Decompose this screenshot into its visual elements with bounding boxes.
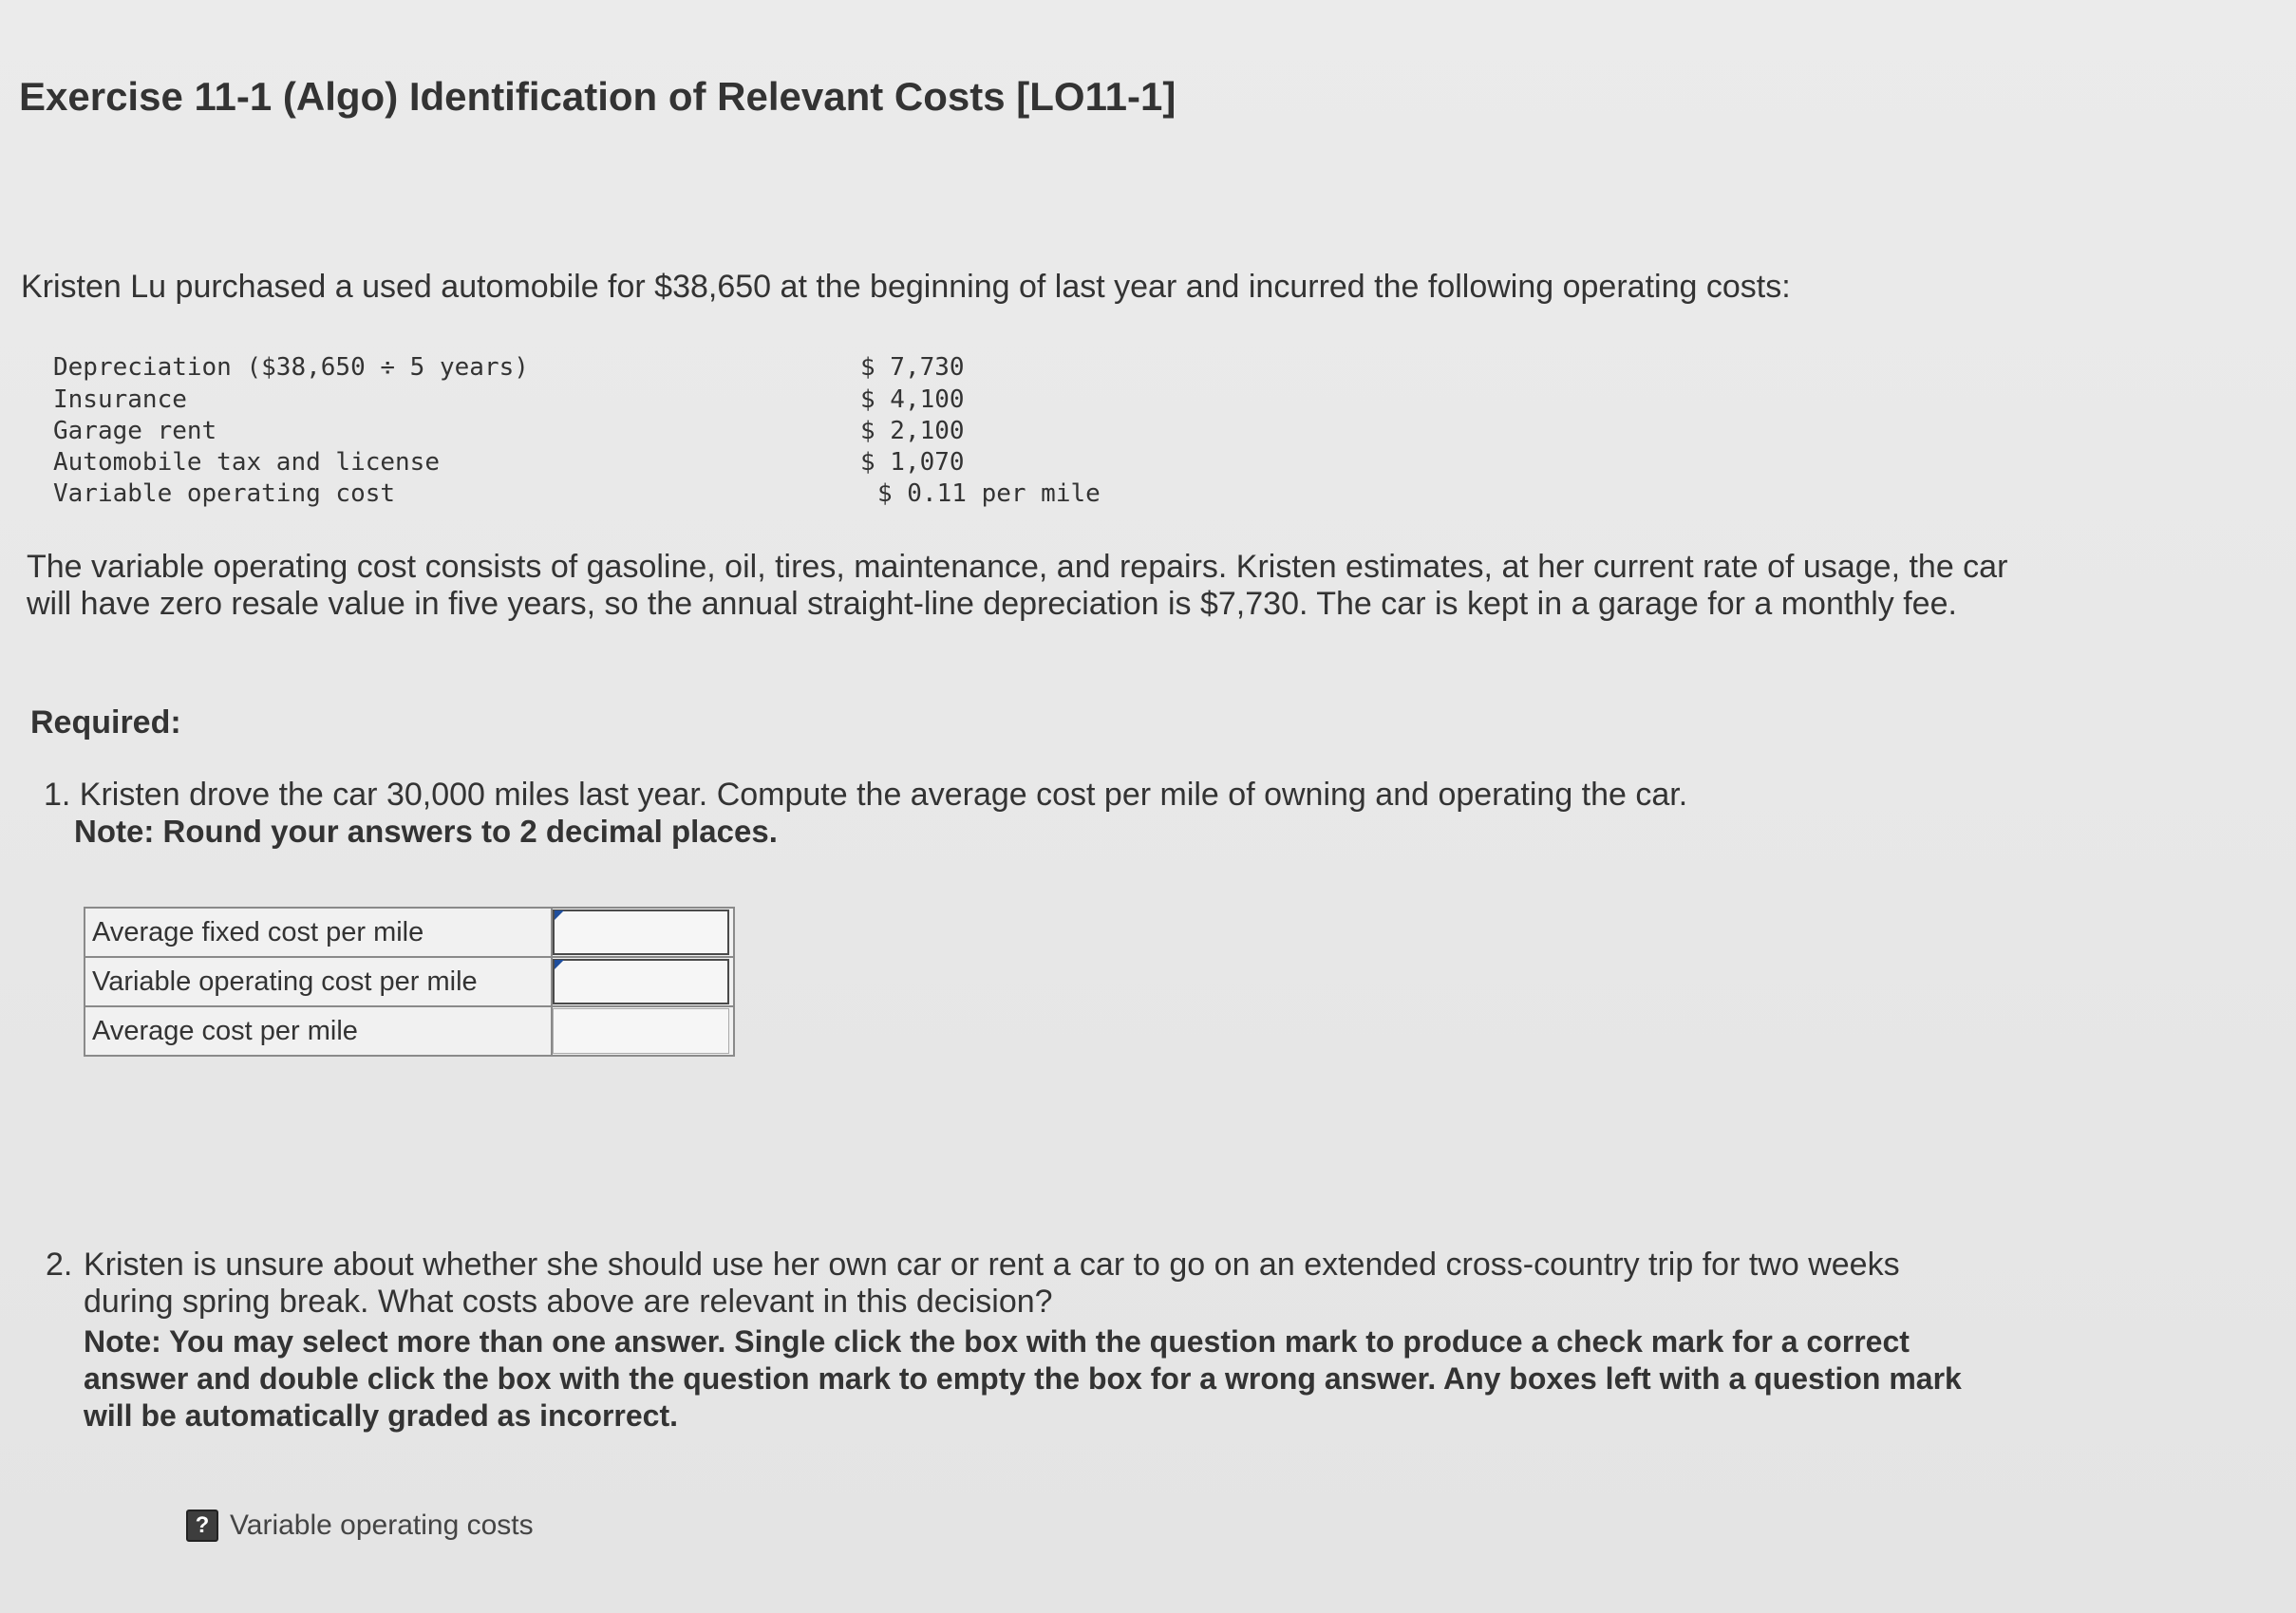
question-2 [46, 1247, 1983, 1321]
cost-value: $ 4,100 [860, 385, 965, 414]
avg-fixed-cost-input[interactable] [553, 910, 729, 955]
option-variable-operating-costs[interactable] [186, 1510, 534, 1542]
answer-cell [552, 1006, 734, 1056]
required-heading: Required: [30, 704, 181, 741]
cost-label: Insurance [53, 385, 187, 414]
cost-label: Garage rent [53, 417, 217, 445]
variable-cost-input[interactable] [553, 959, 729, 1004]
answer-label-avg-cost: Average cost per mile [85, 1006, 552, 1056]
question-2-number: 2. [46, 1247, 73, 1283]
exercise-title: Exercise 11-1 (Algo) Identification of Relevant Costs [LO11-1] [19, 74, 1176, 119]
cost-value: $ 1,070 [860, 448, 965, 477]
table-row [85, 957, 734, 1006]
answer-table [84, 907, 735, 1057]
question-2-note: Note: You may select more than one answer. Single click the box with the question mark to produce a check mark for a correct answer and double click the box with the question mark to empty the box for a wrong answer. Any boxes left with a question mark will be automatically graded as incorrect. [84, 1324, 1962, 1433]
cost-value: $ 7,730 [860, 353, 965, 382]
question-mark-checkbox[interactable]: ? [186, 1510, 218, 1542]
intro-text: Kristen Lu purchased a used automobile for $38,650 at the beginning of last year and incurred the following operating costs: [21, 269, 1791, 305]
question-1: 1. Kristen drove the car 30,000 miles last year. Compute the average cost per mile of owning and operating the car. [44, 777, 1688, 813]
cost-label: Automobile tax and license [53, 448, 440, 477]
avg-cost-output [553, 1008, 729, 1054]
answer-label-avg-fixed: Average fixed cost per mile [85, 908, 552, 957]
answer-cell [552, 957, 734, 1006]
cost-label: Depreciation ($38,650 ÷ 5 years) [53, 353, 529, 382]
question-2-text: Kristen is unsure about whether she should use her own car or rent a car to go on an extended cross-country trip for two weeks during spring break. What costs above are relevant in this decision? [84, 1247, 1900, 1320]
table-row [85, 908, 734, 957]
cost-label: Variable operating cost [53, 479, 396, 508]
answer-cell [552, 908, 734, 957]
description-paragraph: The variable operating cost consists of gasoline, oil, tires, maintenance, and repairs. Kristen estimates, at her current rate of usage, the car will have zero resale value in five years, so the annual straight-line depreciation is $7,730. The car is kept in a garage for a monthly fee. [27, 549, 2008, 622]
cost-value: $ 2,100 [860, 417, 965, 445]
option-label: Variable operating costs [230, 1510, 534, 1541]
question-1-note: Note: Round your answers to 2 decimal places. [74, 814, 778, 849]
table-row [85, 1006, 734, 1056]
cost-value: $ 0.11 per mile [877, 479, 1101, 508]
answer-label-variable: Variable operating cost per mile [85, 957, 552, 1006]
